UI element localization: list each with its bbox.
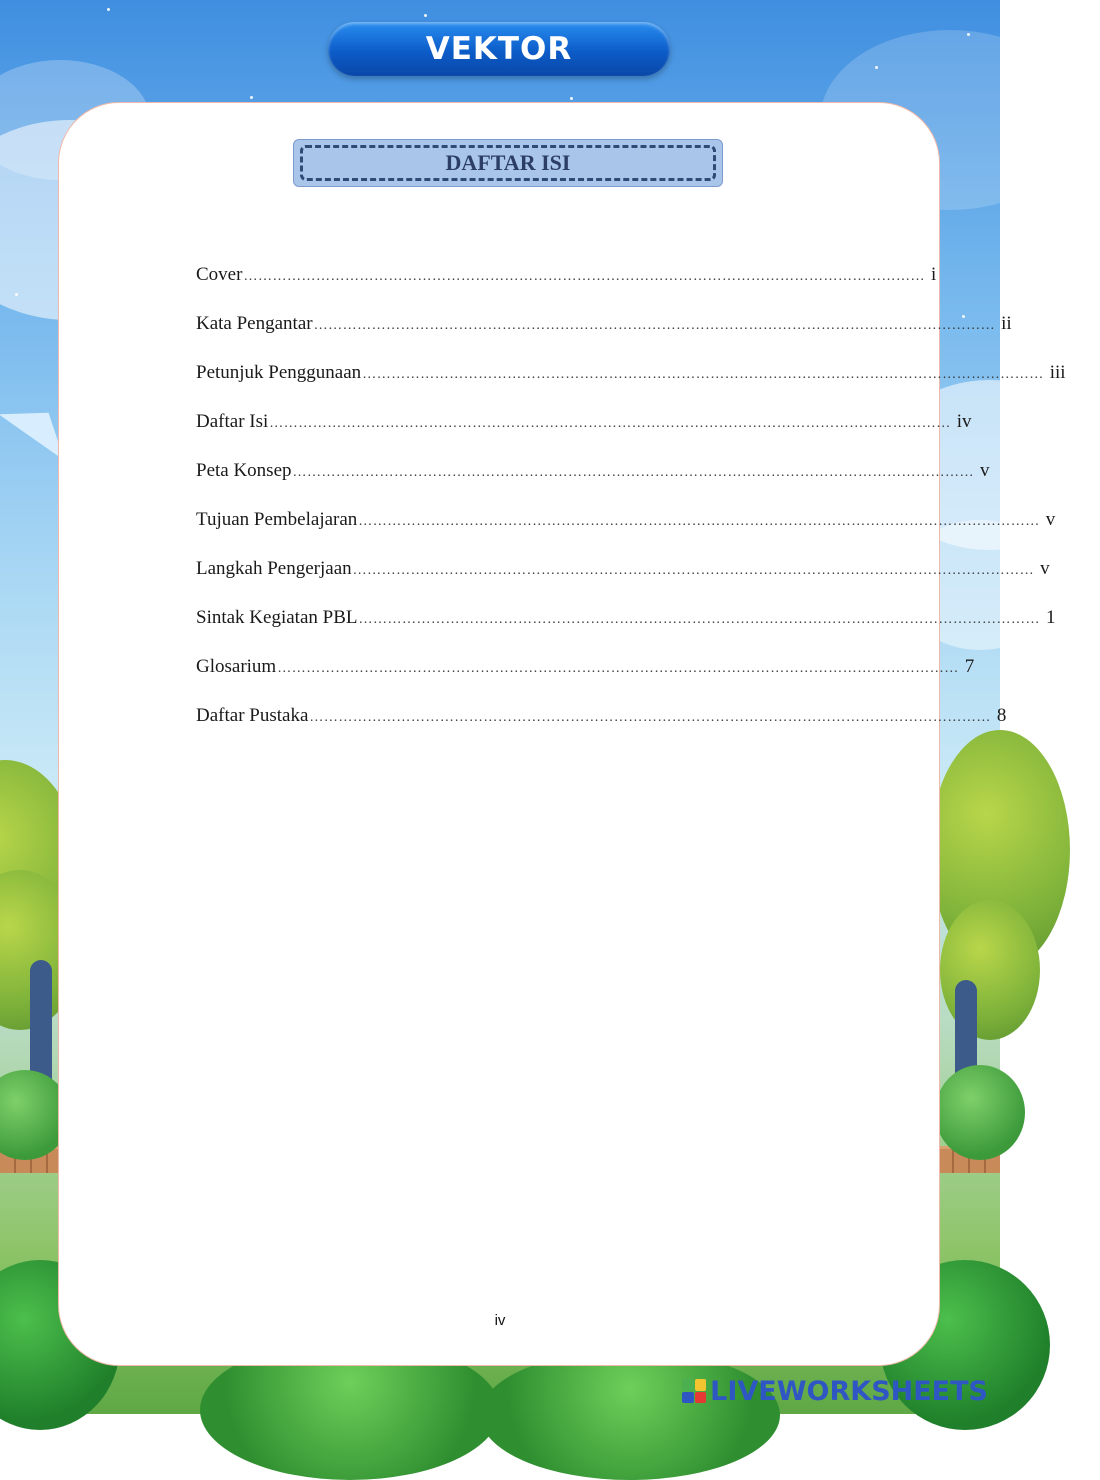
toc-item: [196, 691, 1007, 740]
toc-leader-dots: ……………………………………………………………………………………………………………………………: [277, 660, 959, 676]
toc-heading-box: [293, 139, 723, 187]
toc-item-label: Cover: [196, 263, 243, 285]
toc-leader-dots: ……………………………………………………………………………………………………………………………: [358, 513, 1040, 529]
toc-leader-dots: ……………………………………………………………………………………………………………………………: [269, 415, 951, 431]
toc-leader-dots: ……………………………………………………………………………………………………………………………: [292, 464, 975, 480]
toc-leader-dots: ……………………………………………………………………………………………………………………………: [352, 562, 1035, 578]
toc-item-label: Petunjuk Penggunaan: [196, 361, 362, 383]
liveworksheets-logo[interactable]: [682, 1374, 988, 1408]
toc-item-label: Sintak Kegiatan PBL: [196, 606, 358, 628]
table-of-contents: [196, 250, 1066, 740]
toc-leader-dots: ……………………………………………………………………………………………………………………………: [358, 611, 1040, 627]
liveworksheets-wordmark: LIVEWORKSHEETS: [710, 1375, 988, 1407]
toc-item: [196, 348, 1066, 397]
toc-item-label: Glosarium: [196, 655, 277, 677]
header-title-banner: [328, 22, 670, 76]
toc-item-label: Langkah Pengerjaan: [196, 557, 352, 579]
toc-item-label: Peta Konsep: [196, 459, 292, 481]
toc-item-page: i: [930, 263, 937, 285]
toc-leader-dots: ……………………………………………………………………………………………………………………………: [313, 317, 996, 333]
toc-item-page: v: [1045, 508, 1056, 530]
toc-item-page: 8: [996, 704, 1007, 726]
header-title: VEKTOR: [425, 31, 573, 67]
toc-item-page: v: [1040, 557, 1050, 579]
toc-item: [196, 250, 937, 299]
toc-item-page: ii: [1001, 312, 1012, 334]
toc-heading: DAFTAR ISI: [445, 150, 571, 175]
toc-item-label: Daftar Pustaka: [196, 704, 309, 726]
toc-leader-dots: ……………………………………………………………………………………………………………………………: [362, 366, 1044, 382]
page-number: iv: [494, 1312, 506, 1329]
toc-item: [196, 593, 1056, 642]
toc-item-page: v: [980, 459, 990, 481]
toc-item-label: Daftar Isi: [196, 410, 269, 432]
toc-item: [196, 397, 972, 446]
toc-leader-dots: ……………………………………………………………………………………………………………………………: [309, 709, 991, 725]
toc-item: [196, 495, 1056, 544]
toc-item: [196, 299, 1012, 348]
toc-item: [196, 642, 975, 691]
toc-item: [196, 446, 990, 495]
toc-item-label: Kata Pengantar: [196, 312, 313, 334]
toc-item: [196, 544, 1050, 593]
toc-item-page: iii: [1049, 361, 1066, 383]
toc-item-page: iv: [956, 410, 972, 432]
liveworksheets-logo-icon: [682, 1379, 706, 1403]
toc-item-page: 7: [964, 655, 975, 677]
toc-item-page: 1: [1045, 606, 1056, 628]
toc-item-label: Tujuan Pembelajaran: [196, 508, 358, 530]
toc-leader-dots: ……………………………………………………………………………………………………………………………: [243, 268, 925, 284]
